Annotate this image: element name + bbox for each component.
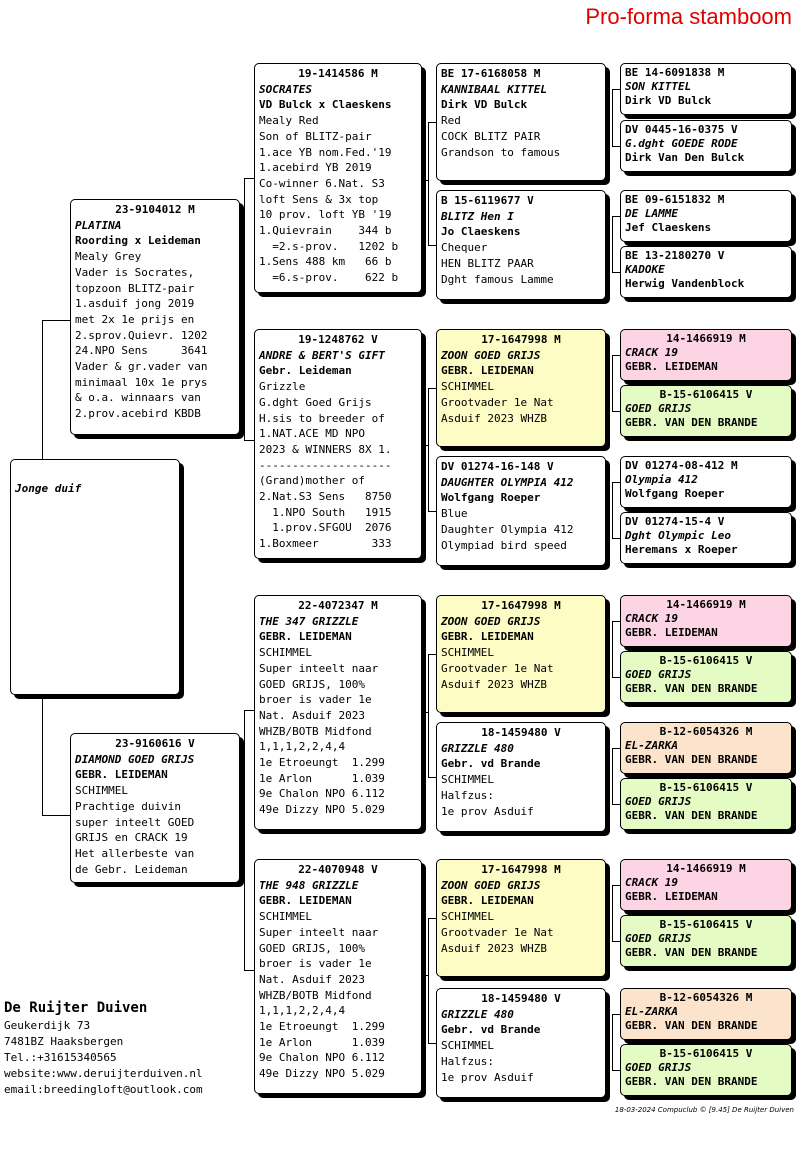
- pigeon-owner: Dirk VD Bulck: [441, 98, 528, 112]
- ring-number: 18-1459480 V: [481, 992, 561, 1005]
- pedigree-line: de Gebr. Leideman: [75, 862, 188, 876]
- pigeon-name: CRACK 19: [625, 346, 678, 359]
- pigeon-card[interactable]: [620, 456, 792, 508]
- pigeon-card[interactable]: [254, 63, 422, 293]
- breeder-line: Geukerdijk 73: [4, 1019, 91, 1032]
- pigeon-card[interactable]: [620, 385, 792, 437]
- ring-number: DV 01274-08-412 M: [625, 459, 738, 472]
- pedigree-line: 1.Boxmeer 333: [259, 537, 392, 551]
- pigeon-owner: Roording x Leideman: [75, 234, 201, 248]
- pedigree-line: Nat. Asduif 2023: [259, 708, 365, 722]
- connector-line: [244, 440, 254, 441]
- pedigree-line: Vader is Socrates,: [75, 265, 195, 279]
- pigeon-owner: GEBR. VAN DEN BRANDE: [625, 946, 758, 959]
- connector-line: [612, 355, 620, 356]
- pigeon-card[interactable]: [436, 859, 606, 977]
- pedigree-line: 1,1,1,2,2,4,4: [259, 1004, 346, 1018]
- pigeon-name: GOED GRIJS: [625, 668, 692, 681]
- pigeon-name: CRACK 19: [625, 876, 678, 889]
- connector-line: [612, 885, 620, 886]
- pedigree-line: 49e Dizzy NPO 5.029: [259, 803, 385, 817]
- pedigree-line: =2.s-prov. 1202 b: [259, 239, 399, 253]
- pigeon-owner: GEBR. LEIDEMAN: [441, 630, 534, 644]
- pedigree-line: H.sis to breeder of: [259, 411, 385, 425]
- pigeon-owner: GEBR. VAN DEN BRANDE: [625, 809, 758, 822]
- pedigree-line: Mealy Red: [259, 114, 319, 128]
- ring-number: 19-1414586 M: [298, 67, 378, 80]
- pedigree-line: Grandson to famous: [441, 145, 561, 159]
- ring-number: BE 14-6091838 M: [625, 66, 725, 79]
- pedigree-line: Super inteelt naar: [259, 925, 379, 939]
- pigeon-name: CRACK 19: [625, 612, 678, 625]
- pedigree-line: Halfzus:: [441, 1054, 494, 1068]
- connector-line: [422, 445, 428, 446]
- connector-line: [612, 538, 620, 539]
- pigeon-owner: GEBR. LEIDEMAN: [441, 894, 534, 908]
- connector-line: [428, 654, 429, 777]
- pigeon-owner: Jef Claeskens: [625, 221, 712, 234]
- connector-line: [244, 710, 245, 970]
- pigeon-owner: Wolfgang Roeper: [441, 491, 541, 505]
- pigeon-owner: Wolfgang Roeper: [625, 487, 725, 500]
- pedigree-line: 2.prov.acebird KBDB: [75, 407, 201, 421]
- pigeon-owner: GEBR. LEIDEMAN: [625, 626, 718, 639]
- connector-line: [612, 748, 613, 804]
- ring-number: 17-1647998 M: [481, 599, 561, 612]
- connector-line: [612, 216, 613, 272]
- pigeon-card[interactable]: [620, 63, 792, 115]
- pigeon-card[interactable]: [620, 246, 792, 298]
- pigeon-card[interactable]: [620, 859, 792, 911]
- pedigree-line: 1e prov Asduif: [441, 804, 534, 818]
- subject-card[interactable]: [10, 459, 180, 695]
- pedigree-line: 9e Chalon NPO 6.112: [259, 787, 385, 801]
- pigeon-name: GOED GRIJS: [625, 932, 692, 945]
- pigeon-name: DAUGHTER OLYMPIA 412: [441, 475, 574, 489]
- pedigree-line: --------------------: [259, 458, 392, 472]
- pigeon-owner: GEBR. VAN DEN BRANDE: [625, 416, 758, 429]
- pedigree-line: 1e Arlon 1.039: [259, 1035, 385, 1049]
- connector-line: [612, 89, 613, 146]
- pedigree-line: Grizzle: [259, 380, 306, 394]
- connector-line: [42, 320, 70, 321]
- connector-line: [244, 178, 254, 179]
- connector-line: [428, 918, 429, 1043]
- connector-line: [244, 710, 254, 711]
- ring-number: B-15-6106415 V: [659, 781, 753, 794]
- pedigree-line: Grootvader 1e Nat: [441, 925, 554, 939]
- pedigree-line: loft Sens & 3x top: [259, 192, 379, 206]
- pigeon-owner: Jo Claeskens: [441, 225, 521, 239]
- pigeon-name: DIAMOND GOED GRIJS: [75, 752, 195, 766]
- pigeon-card[interactable]: [620, 190, 792, 242]
- pigeon-name: GRIZZLE 480: [441, 741, 514, 755]
- pedigree-line: Vader & gr.vader van: [75, 360, 208, 374]
- pigeon-card[interactable]: [436, 190, 606, 300]
- pedigree-line: 1,1,1,2,2,4,4: [259, 740, 346, 754]
- connector-line: [42, 815, 70, 816]
- pedigree-line: SCHIMMEL: [259, 910, 312, 924]
- ring-number: B-12-6054326 M: [659, 991, 753, 1004]
- connector-line: [428, 388, 436, 389]
- pigeon-owner: GEBR. LEIDEMAN: [259, 630, 352, 644]
- pigeon-name: PLATINA: [75, 218, 122, 232]
- pigeon-owner: Dirk VD Bulck: [625, 94, 712, 107]
- ring-number: DV 0445-16-0375 V: [625, 123, 738, 136]
- pedigree-line: 1.NPO South 1915: [259, 505, 392, 519]
- connector-line: [428, 511, 436, 512]
- connector-line: [612, 1014, 613, 1070]
- pigeon-name: KADOKE: [625, 263, 665, 276]
- pedigree-line: SCHIMMEL: [441, 773, 494, 787]
- connector-line: [612, 621, 620, 622]
- pigeon-owner: Herwig Vandenblock: [625, 277, 745, 290]
- pigeon-card[interactable]: [620, 1044, 792, 1096]
- pigeon-owner: GEBR. LEIDEMAN: [625, 360, 718, 373]
- ring-number: 19-1248762 V: [298, 333, 378, 346]
- subject-label: Jonge duif: [15, 482, 82, 495]
- connector-line: [612, 748, 620, 749]
- pigeon-owner: GEBR. VAN DEN BRANDE: [625, 753, 758, 766]
- pedigree-line: 1.asduif jong 2019: [75, 297, 195, 311]
- pigeon-owner: Gebr. Leideman: [259, 364, 352, 378]
- connector-line: [42, 695, 43, 815]
- pigeon-owner: GEBR. LEIDEMAN: [441, 364, 534, 378]
- connector-line: [244, 970, 254, 971]
- ring-number: B-15-6106415 V: [659, 1047, 753, 1060]
- connector-line: [612, 1070, 620, 1071]
- pigeon-owner: Gebr. vd Brande: [441, 1023, 541, 1037]
- pedigree-line: super inteelt GOED: [75, 815, 195, 829]
- ring-number: BE 17-6168058 M: [441, 67, 541, 80]
- pedigree-line: SCHIMMEL: [441, 1039, 494, 1053]
- connector-line: [428, 777, 436, 778]
- connector-line: [428, 388, 429, 511]
- connector-line: [244, 178, 245, 440]
- pedigree-line: GOED GRIJS, 100%: [259, 941, 365, 955]
- pigeon-name: ANDRE & BERT'S GIFT: [259, 348, 385, 362]
- pigeon-card[interactable]: [254, 329, 422, 559]
- pedigree-line: Red: [441, 114, 461, 128]
- connector-line: [612, 89, 620, 90]
- pedigree-line: SCHIMMEL: [441, 646, 494, 660]
- pigeon-card[interactable]: [620, 988, 792, 1040]
- connector-line: [428, 122, 429, 245]
- pedigree-line: WHZB/BOTB Midfond: [259, 724, 372, 738]
- ring-number: 14-1466919 M: [666, 332, 746, 345]
- ring-number: 22-4072347 M: [298, 599, 378, 612]
- pigeon-owner: Dirk Van Den Bulck: [625, 151, 745, 164]
- pedigree-line: minimaal 10x 1e prys: [75, 375, 208, 389]
- pedigree-line: broer is vader 1e: [259, 957, 372, 971]
- ring-number: B-12-6054326 M: [659, 725, 753, 738]
- ring-number: B-15-6106415 V: [659, 654, 753, 667]
- ring-number: BE 09-6151832 M: [625, 193, 725, 206]
- pedigree-line: 1.NAT.ACE MD NPO: [259, 427, 365, 441]
- pedigree-line: Mealy Grey: [75, 250, 142, 264]
- pedigree-line: HEN BLITZ PAAR: [441, 256, 534, 270]
- ring-number: 23-9104012 M: [115, 203, 195, 216]
- pigeon-name: ZOON GOED GRIJS: [441, 348, 541, 362]
- pedigree-line: 1.prov.SFGOU 2076: [259, 521, 392, 535]
- ring-number: 22-4070948 V: [298, 863, 378, 876]
- pigeon-owner: GEBR. LEIDEMAN: [75, 768, 168, 782]
- pedigree-line: G.dght Goed Grijs: [259, 395, 372, 409]
- connector-line: [612, 677, 620, 678]
- pedigree-line: Son of BLITZ-pair: [259, 129, 372, 143]
- connector-line: [42, 320, 43, 460]
- pedigree-line: 49e Dizzy NPO 5.029: [259, 1067, 385, 1081]
- ring-number: 23-9160616 V: [115, 737, 195, 750]
- pedigree-line: SCHIMMEL: [441, 380, 494, 394]
- pedigree-line: SCHIMMEL: [259, 646, 312, 660]
- connector-line: [612, 941, 620, 942]
- pigeon-owner: GEBR. VAN DEN BRANDE: [625, 1019, 758, 1032]
- pigeon-card[interactable]: [620, 915, 792, 967]
- pedigree-line: Super inteelt naar: [259, 661, 379, 675]
- pedigree-line: 24.NPO Sens 3641: [75, 344, 208, 358]
- pigeon-card[interactable]: [436, 329, 606, 447]
- pedigree-line: 1.Quievrain 344 b: [259, 224, 392, 238]
- pedigree-line: WHZB/BOTB Midfond: [259, 988, 372, 1002]
- pedigree-line: topzoon BLITZ-pair: [75, 281, 195, 295]
- pedigree-line: 1e Arlon 1.039: [259, 771, 385, 785]
- pigeon-name: THE 948 GRIZZLE: [259, 878, 359, 892]
- pigeon-owner: Gebr. vd Brande: [441, 757, 541, 771]
- pedigree-line: Dght famous Lamme: [441, 272, 554, 286]
- ring-number: DV 01274-15-4 V: [625, 515, 725, 528]
- pigeon-name: DE LAMME: [625, 207, 678, 220]
- pigeon-owner: GEBR. LEIDEMAN: [259, 894, 352, 908]
- breeder-info: [4, 998, 203, 1098]
- pedigree-line: Olympiad bird speed: [441, 538, 567, 552]
- pigeon-name: ZOON GOED GRIJS: [441, 614, 541, 628]
- breeder-line: email:breedingloft@outlook.com: [4, 1083, 203, 1096]
- pigeon-name: SOCRATES: [259, 82, 312, 96]
- ring-number: 14-1466919 M: [666, 598, 746, 611]
- pedigree-line: COCK BLITZ PAIR: [441, 129, 541, 143]
- pedigree-line: 1.ace YB nom.Fed.'19: [259, 145, 392, 159]
- pedigree-line: met 2x 1e prijs en: [75, 312, 195, 326]
- pedigree-line: SCHIMMEL: [75, 784, 128, 798]
- pedigree-line: Blue: [441, 507, 468, 521]
- pedigree-line: Asduif 2023 WHZB: [441, 677, 547, 691]
- ring-number: 17-1647998 M: [481, 333, 561, 346]
- pigeon-name: GOED GRIJS: [625, 1061, 692, 1074]
- footer-credit: 18-03-2024 Compuclub © [9.45] De Ruijter Duiven: [614, 1106, 794, 1114]
- pedigree-line: GRIJS en CRACK 19: [75, 831, 188, 845]
- pedigree-line: Grootvader 1e Nat: [441, 661, 554, 675]
- pedigree-line: Nat. Asduif 2023: [259, 972, 365, 986]
- ring-number: 14-1466919 M: [666, 862, 746, 875]
- pigeon-card[interactable]: [620, 595, 792, 647]
- ring-number: B-15-6106415 V: [659, 918, 753, 931]
- pedigree-line: Het allerbeste van: [75, 846, 195, 860]
- pigeon-card[interactable]: [620, 778, 792, 830]
- ring-number: BE 13-2180270 V: [625, 249, 725, 262]
- pigeon-name: GOED GRIJS: [625, 795, 692, 808]
- pedigree-line: GOED GRIJS, 100%: [259, 677, 365, 691]
- pigeon-name: SON KITTEL: [625, 80, 692, 93]
- pigeon-name: Olympia 412: [625, 473, 698, 486]
- pigeon-card[interactable]: [620, 329, 792, 381]
- pedigree-line: =6.s-prov. 622 b: [259, 271, 399, 285]
- pigeon-name: Dght Olympic Leo: [625, 529, 731, 542]
- pedigree-line: Co-winner 6.Nat. S3: [259, 176, 385, 190]
- breeder-name: De Ruijter Duiven: [4, 1000, 148, 1016]
- pigeon-owner: Heremans x Roeper: [625, 543, 738, 556]
- pigeon-card[interactable]: [254, 859, 422, 1094]
- pedigree-line: & o.a. winnaars van: [75, 391, 201, 405]
- pedigree-line: 1.Sens 488 km 66 b: [259, 255, 392, 269]
- pigeon-card[interactable]: [254, 595, 422, 830]
- pedigree-line: Prachtige duivin: [75, 799, 181, 813]
- pigeon-card[interactable]: [620, 651, 792, 703]
- connector-line: [612, 411, 620, 412]
- connector-line: [612, 885, 613, 941]
- connector-line: [428, 122, 436, 123]
- pigeon-owner: GEBR. VAN DEN BRANDE: [625, 682, 758, 695]
- ring-number: 17-1647998 M: [481, 863, 561, 876]
- ring-number: B 15-6119677 V: [441, 194, 534, 207]
- connector-line: [612, 355, 613, 411]
- connector-line: [612, 272, 620, 273]
- pedigree-line: 1e prov Asduif: [441, 1070, 534, 1084]
- breeder-line: Tel.:+31615340565: [4, 1051, 117, 1064]
- pigeon-name: G.dght GOEDE RODE: [625, 137, 738, 150]
- pedigree-line: Daughter Olympia 412: [441, 522, 574, 536]
- pigeon-card[interactable]: [620, 722, 792, 774]
- breeder-line: 7481BZ Haaksbergen: [4, 1035, 124, 1048]
- connector-line: [428, 245, 436, 246]
- ring-number: DV 01274-16-148 V: [441, 460, 554, 473]
- pedigree-line: SCHIMMEL: [441, 910, 494, 924]
- pedigree-line: Chequer: [441, 241, 488, 255]
- pedigree-line: 1.acebird YB 2019: [259, 161, 372, 175]
- connector-line: [612, 482, 620, 483]
- ring-number: 18-1459480 V: [481, 726, 561, 739]
- pigeon-name: EL-ZARKA: [625, 739, 678, 752]
- connector-line: [422, 180, 428, 181]
- pedigree-line: 10 prov. loft YB '19: [259, 208, 392, 222]
- pedigree-line: Grootvader 1e Nat: [441, 395, 554, 409]
- pigeon-card[interactable]: [436, 988, 606, 1098]
- pigeon-card[interactable]: [70, 199, 240, 435]
- connector-line: [612, 146, 620, 147]
- pigeon-name: ZOON GOED GRIJS: [441, 878, 541, 892]
- pigeon-card[interactable]: [620, 512, 792, 564]
- pigeon-card[interactable]: [70, 733, 240, 883]
- pedigree-line: Halfzus:: [441, 788, 494, 802]
- ring-number: B-15-6106415 V: [659, 388, 753, 401]
- pigeon-owner: GEBR. VAN DEN BRANDE: [625, 1075, 758, 1088]
- pedigree-line: 1e Etroeungt 1.299: [259, 756, 385, 770]
- connector-line: [428, 918, 436, 919]
- connector-line: [240, 810, 244, 811]
- pedigree-line: 9e Chalon NPO 6.112: [259, 1051, 385, 1065]
- connector-line: [612, 804, 620, 805]
- pigeon-card[interactable]: [436, 595, 606, 713]
- pigeon-name: GRIZZLE 480: [441, 1007, 514, 1021]
- pedigree-line: 2.sprov.Quievr. 1202: [75, 328, 208, 342]
- connector-line: [428, 1043, 436, 1044]
- connector-line: [612, 1014, 620, 1015]
- connector-line: [428, 654, 436, 655]
- pigeon-name: THE 347 GRIZZLE: [259, 614, 359, 628]
- connector-line: [612, 482, 613, 538]
- pedigree-line: 2023 & WINNERS 8X 1.: [259, 442, 392, 456]
- pedigree-line: (Grand)mother of: [259, 474, 365, 488]
- pigeon-owner: GEBR. LEIDEMAN: [625, 890, 718, 903]
- pigeon-card[interactable]: [436, 456, 606, 566]
- breeder-line: website:www.deruijterduiven.nl: [4, 1067, 203, 1080]
- pigeon-name: GOED GRIJS: [625, 402, 692, 415]
- pigeon-owner: VD Bulck x Claeskens: [259, 98, 392, 112]
- pedigree-line: 1e Etroeungt 1.299: [259, 1020, 385, 1034]
- pedigree-line: 2.Nat.S3 Sens 8750: [259, 490, 392, 504]
- pigeon-card[interactable]: [436, 722, 606, 832]
- page-title: Pro-forma stamboom: [585, 4, 792, 29]
- pedigree-line: broer is vader 1e: [259, 693, 372, 707]
- pedigree-line: Asduif 2023 WHZB: [441, 411, 547, 425]
- connector-line: [612, 216, 620, 217]
- connector-line: [612, 621, 613, 677]
- pigeon-name: KANNIBAAL KITTEL: [441, 82, 547, 96]
- pedigree-line: Asduif 2023 WHZB: [441, 941, 547, 955]
- pigeon-name: BLITZ Hen I: [441, 209, 514, 223]
- connector-line: [422, 712, 428, 713]
- connector-line: [422, 975, 428, 976]
- pigeon-name: EL-ZARKA: [625, 1005, 678, 1018]
- connector-line: [240, 315, 244, 316]
- pigeon-card[interactable]: [436, 63, 606, 181]
- pigeon-card[interactable]: [620, 120, 792, 172]
